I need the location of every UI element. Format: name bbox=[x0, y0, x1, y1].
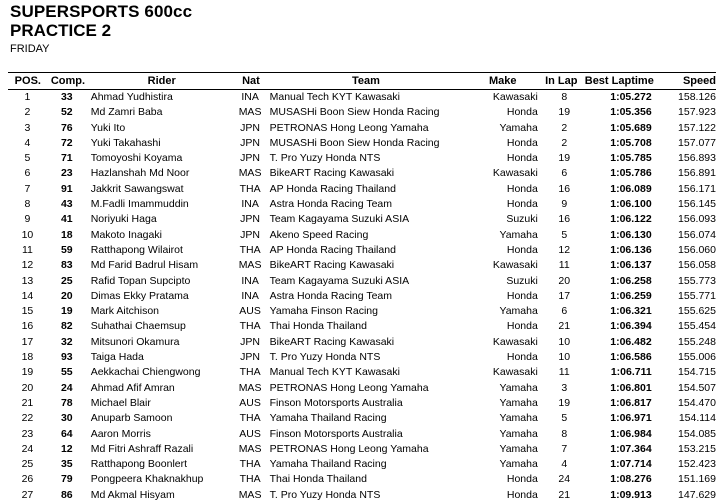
in-lap-cell: 3 bbox=[561, 381, 568, 394]
speed-cell: 151.169 bbox=[678, 473, 716, 486]
make-cell: Yamaha bbox=[499, 442, 538, 455]
make-cell: Kawasaki bbox=[492, 259, 538, 272]
team-name-cell: Thai Honda Thailand bbox=[269, 320, 367, 333]
table-row bbox=[8, 212, 716, 227]
team-name-cell: Astra Honda Racing Team bbox=[269, 198, 392, 211]
nationality-cell: THA bbox=[239, 412, 261, 425]
comp-number-cell: 19 bbox=[60, 305, 73, 318]
class-title: SUPERSPORTS 600cc bbox=[10, 2, 193, 21]
comp-number-cell: 93 bbox=[60, 351, 73, 364]
table-row bbox=[8, 228, 716, 243]
best-laptime-cell: 1:06.137 bbox=[610, 259, 652, 272]
team-name-cell: Yamaha Finson Racing bbox=[269, 305, 378, 318]
table-row bbox=[8, 350, 716, 365]
make-cell: Yamaha bbox=[499, 381, 538, 394]
comp-number-cell: 78 bbox=[60, 396, 73, 409]
pos-cell: 24 bbox=[21, 442, 34, 455]
pos-cell: 7 bbox=[24, 182, 31, 195]
comp-number-cell: 83 bbox=[60, 259, 73, 272]
make-cell: Suzuki bbox=[506, 274, 538, 287]
comp-number-cell: 25 bbox=[60, 274, 73, 287]
pos-cell: 18 bbox=[21, 351, 34, 364]
nationality-cell: THA bbox=[239, 473, 261, 486]
speed-cell: 154.114 bbox=[678, 412, 716, 425]
speed-cell: 156.171 bbox=[678, 182, 716, 195]
make-cell: Honda bbox=[506, 243, 538, 256]
make-cell: Honda bbox=[506, 473, 538, 486]
rider-name-cell: Md Akmal Hisyam bbox=[90, 488, 175, 501]
nationality-cell: THA bbox=[239, 243, 261, 256]
make-cell: Honda bbox=[506, 136, 538, 149]
make-cell: Honda bbox=[506, 488, 538, 501]
best-laptime-cell: 1:08.276 bbox=[610, 473, 652, 486]
rider-name-cell: Md Farid Badrul Hisam bbox=[90, 259, 199, 272]
comp-number-cell: 35 bbox=[60, 458, 73, 471]
table-row bbox=[8, 472, 716, 487]
speed-cell: 155.773 bbox=[678, 274, 716, 287]
team-name-cell: MUSASHi Boon Siew Honda Racing bbox=[269, 106, 440, 119]
comp-number-cell: 79 bbox=[60, 473, 73, 486]
table-row bbox=[8, 411, 716, 426]
header-speed: Speed bbox=[682, 75, 716, 87]
team-name-cell: PETRONAS Hong Leong Yamaha bbox=[269, 442, 429, 455]
best-laptime-cell: 1:06.089 bbox=[610, 182, 652, 195]
team-name-cell: BikeART Racing Kawasaki bbox=[269, 259, 395, 272]
header-comp: Comp. bbox=[50, 75, 86, 87]
table-row bbox=[8, 427, 716, 442]
best-laptime-cell: 1:05.272 bbox=[610, 91, 652, 103]
nationality-cell: JPN bbox=[240, 335, 260, 348]
team-name-cell: T. Pro Yuzy Honda NTS bbox=[269, 152, 381, 165]
table-row bbox=[8, 488, 716, 503]
nationality-cell: AUS bbox=[239, 396, 261, 409]
best-laptime-cell: 1:06.984 bbox=[610, 427, 652, 440]
team-name-cell: T. Pro Yuzy Honda NTS bbox=[269, 488, 381, 501]
speed-cell: 156.145 bbox=[678, 198, 716, 211]
best-laptime-cell: 1:07.714 bbox=[610, 458, 652, 471]
make-cell: Yamaha bbox=[499, 121, 538, 134]
table-row bbox=[8, 381, 716, 396]
header-pos: POS. bbox=[14, 75, 41, 87]
in-lap-cell: 11 bbox=[558, 366, 570, 379]
comp-number-cell: 59 bbox=[60, 243, 73, 256]
best-laptime-cell: 1:07.364 bbox=[610, 442, 652, 455]
speed-cell: 156.893 bbox=[678, 152, 716, 165]
in-lap-cell: 10 bbox=[558, 351, 571, 364]
pos-cell: 6 bbox=[24, 167, 31, 180]
nationality-cell: MAS bbox=[238, 259, 262, 272]
header-in-lap: In Lap bbox=[545, 75, 578, 87]
rider-name-cell: Tomoyoshi Koyama bbox=[90, 152, 183, 165]
team-name-cell: AP Honda Racing Thailand bbox=[269, 243, 396, 256]
speed-cell: 154.470 bbox=[678, 396, 716, 409]
make-cell: Yamaha bbox=[499, 305, 538, 318]
table-row bbox=[8, 136, 716, 151]
header-best-laptime: Best Laptime bbox=[584, 75, 654, 87]
make-cell: Yamaha bbox=[499, 228, 538, 241]
pos-cell: 12 bbox=[21, 259, 34, 272]
rider-name-cell: Taiga Hada bbox=[90, 351, 144, 364]
nationality-cell: JPN bbox=[240, 152, 260, 165]
session-title: PRACTICE 2 bbox=[10, 21, 112, 40]
pos-cell: 17 bbox=[21, 335, 34, 348]
table-row bbox=[8, 121, 716, 136]
comp-number-cell: 41 bbox=[60, 213, 73, 226]
rider-name-cell: Ratthapong Boonlert bbox=[90, 458, 188, 471]
team-name-cell: Astra Honda Racing Team bbox=[269, 289, 392, 302]
nationality-cell: AUS bbox=[239, 427, 261, 440]
results-table bbox=[8, 72, 716, 503]
rider-name-cell: Anuparb Samoon bbox=[90, 412, 173, 425]
in-lap-cell: 10 bbox=[558, 335, 571, 348]
in-lap-cell: 21 bbox=[558, 488, 571, 501]
pos-cell: 14 bbox=[21, 289, 34, 302]
best-laptime-cell: 1:06.136 bbox=[610, 243, 652, 256]
table-row bbox=[8, 182, 716, 197]
rider-name-cell: Mark Aitchison bbox=[90, 305, 159, 318]
rider-name-cell: Aaron Morris bbox=[90, 427, 151, 440]
rider-name-cell: Hazlanshah Md Noor bbox=[90, 167, 190, 180]
in-lap-cell: 16 bbox=[558, 182, 571, 195]
pos-cell: 3 bbox=[24, 121, 31, 134]
rider-name-cell: Mitsunori Okamura bbox=[90, 335, 180, 348]
rider-name-cell: Aekkachai Chiengwong bbox=[90, 366, 201, 379]
comp-number-cell: 32 bbox=[60, 335, 73, 348]
best-laptime-cell: 1:05.786 bbox=[610, 167, 652, 180]
comp-number-cell: 18 bbox=[60, 228, 73, 241]
table-row bbox=[8, 90, 716, 105]
comp-number-cell: 20 bbox=[60, 289, 73, 302]
make-cell: Honda bbox=[506, 182, 538, 195]
comp-number-cell: 52 bbox=[60, 106, 73, 119]
rider-name-cell: Md Fitri Ashraff Razali bbox=[90, 442, 194, 455]
nationality-cell: JPN bbox=[240, 351, 260, 364]
session-day: FRIDAY bbox=[10, 43, 50, 55]
header-nat: Nat bbox=[242, 75, 260, 87]
comp-number-cell: 12 bbox=[60, 442, 73, 455]
speed-cell: 147.629 bbox=[678, 488, 716, 501]
nationality-cell: THA bbox=[239, 320, 261, 333]
best-laptime-cell: 1:06.586 bbox=[610, 351, 652, 364]
team-name-cell: Manual Tech KYT Kawasaki bbox=[269, 91, 400, 103]
best-laptime-cell: 1:06.259 bbox=[610, 289, 652, 302]
in-lap-cell: 21 bbox=[558, 320, 571, 333]
table-row bbox=[8, 442, 716, 457]
rider-name-cell: Ahmad Yudhistira bbox=[90, 91, 173, 103]
table-row bbox=[8, 197, 716, 212]
pos-cell: 5 bbox=[24, 152, 31, 165]
in-lap-cell: 2 bbox=[561, 136, 568, 149]
table-row bbox=[8, 289, 716, 304]
comp-number-cell: 72 bbox=[60, 136, 73, 149]
in-lap-cell: 16 bbox=[558, 213, 571, 226]
table-row bbox=[8, 243, 716, 258]
pos-cell: 22 bbox=[21, 412, 34, 425]
table-row bbox=[8, 335, 716, 350]
make-cell: Honda bbox=[506, 198, 538, 211]
comp-number-cell: 91 bbox=[60, 182, 73, 195]
comp-number-cell: 23 bbox=[60, 167, 73, 180]
pos-cell: 11 bbox=[21, 243, 33, 256]
table-header bbox=[8, 72, 716, 90]
make-cell: Honda bbox=[506, 351, 538, 364]
speed-cell: 152.423 bbox=[678, 458, 716, 471]
pos-cell: 20 bbox=[21, 381, 34, 394]
team-name-cell: Manual Tech KYT Kawasaki bbox=[269, 366, 400, 379]
make-cell: Honda bbox=[506, 289, 538, 302]
rider-name-cell: M.Fadli Imammuddin bbox=[90, 198, 189, 211]
in-lap-cell: 5 bbox=[561, 412, 568, 425]
speed-cell: 157.122 bbox=[678, 121, 716, 134]
rider-name-cell: Ratthapong Wilairot bbox=[90, 243, 183, 256]
make-cell: Kawasaki bbox=[492, 335, 538, 348]
nationality-cell: JPN bbox=[240, 213, 260, 226]
in-lap-cell: 6 bbox=[561, 167, 568, 180]
pos-cell: 10 bbox=[21, 228, 34, 241]
in-lap-cell: 12 bbox=[558, 243, 571, 256]
speed-cell: 157.077 bbox=[678, 136, 716, 149]
speed-cell: 154.507 bbox=[678, 381, 716, 394]
nationality-cell: INA bbox=[241, 289, 259, 302]
nationality-cell: MAS bbox=[238, 167, 262, 180]
team-name-cell: Yamaha Thailand Racing bbox=[269, 412, 387, 425]
team-name-cell: AP Honda Racing Thailand bbox=[269, 182, 396, 195]
comp-number-cell: 30 bbox=[60, 412, 73, 425]
in-lap-cell: 4 bbox=[561, 458, 568, 471]
comp-number-cell: 76 bbox=[60, 121, 73, 134]
table-row bbox=[8, 166, 716, 181]
in-lap-cell: 6 bbox=[561, 305, 568, 318]
table-row bbox=[8, 274, 716, 289]
in-lap-cell: 19 bbox=[558, 152, 571, 165]
in-lap-cell: 17 bbox=[558, 289, 571, 302]
nationality-cell: THA bbox=[239, 182, 261, 195]
header-team: Team bbox=[351, 75, 380, 87]
pos-cell: 4 bbox=[24, 136, 31, 149]
make-cell: Yamaha bbox=[499, 412, 538, 425]
in-lap-cell: 5 bbox=[561, 228, 568, 241]
speed-cell: 155.625 bbox=[678, 305, 716, 318]
speed-cell: 155.454 bbox=[678, 320, 716, 333]
pos-cell: 1 bbox=[24, 91, 31, 103]
speed-cell: 153.215 bbox=[678, 442, 716, 455]
nationality-cell: JPN bbox=[240, 121, 260, 134]
make-cell: Yamaha bbox=[499, 396, 538, 409]
best-laptime-cell: 1:06.258 bbox=[610, 274, 652, 287]
in-lap-cell: 11 bbox=[558, 259, 570, 272]
speed-cell: 154.085 bbox=[678, 427, 716, 440]
rider-name-cell: Rafid Topan Supcipto bbox=[90, 274, 191, 287]
in-lap-cell: 8 bbox=[561, 427, 568, 440]
in-lap-cell: 24 bbox=[558, 473, 571, 486]
in-lap-cell: 19 bbox=[558, 106, 571, 119]
make-cell: Suzuki bbox=[506, 213, 538, 226]
team-name-cell: Finson Motorsports Australia bbox=[269, 396, 403, 409]
comp-number-cell: 55 bbox=[60, 366, 73, 379]
document-header bbox=[10, 2, 192, 56]
best-laptime-cell: 1:06.321 bbox=[610, 305, 652, 318]
header-make: Make bbox=[489, 75, 517, 87]
best-laptime-cell: 1:09.913 bbox=[610, 488, 652, 501]
pos-cell: 19 bbox=[21, 366, 34, 379]
best-laptime-cell: 1:05.356 bbox=[610, 106, 652, 119]
rider-name-cell: Michael Blair bbox=[90, 396, 151, 409]
comp-number-cell: 71 bbox=[60, 152, 73, 165]
team-name-cell: T. Pro Yuzy Honda NTS bbox=[269, 351, 381, 364]
team-name-cell: Yamaha Thailand Racing bbox=[269, 458, 387, 471]
speed-cell: 156.074 bbox=[678, 228, 716, 241]
table-row bbox=[8, 151, 716, 166]
table-row bbox=[8, 105, 716, 120]
nationality-cell: THA bbox=[239, 458, 261, 471]
best-laptime-cell: 1:06.122 bbox=[610, 213, 652, 226]
nationality-cell: THA bbox=[239, 366, 261, 379]
make-cell: Kawasaki bbox=[492, 167, 538, 180]
comp-number-cell: 43 bbox=[60, 198, 73, 211]
pos-cell: 26 bbox=[21, 473, 34, 486]
best-laptime-cell: 1:06.817 bbox=[610, 396, 652, 409]
table-row bbox=[8, 396, 716, 411]
make-cell: Kawasaki bbox=[492, 91, 538, 103]
rider-name-cell: Noriyuki Haga bbox=[90, 213, 157, 226]
best-laptime-cell: 1:05.689 bbox=[610, 121, 652, 134]
best-laptime-cell: 1:05.708 bbox=[610, 136, 652, 149]
table-body bbox=[8, 90, 716, 503]
speed-cell: 157.923 bbox=[678, 106, 716, 119]
pos-cell: 25 bbox=[21, 458, 34, 471]
comp-number-cell: 24 bbox=[60, 381, 73, 394]
nationality-cell: AUS bbox=[239, 305, 261, 318]
pos-cell: 27 bbox=[21, 488, 34, 501]
comp-number-cell: 82 bbox=[60, 320, 73, 333]
speed-cell: 156.891 bbox=[678, 167, 716, 180]
in-lap-cell: 19 bbox=[558, 396, 571, 409]
nationality-cell: MAS bbox=[238, 106, 262, 119]
pos-cell: 9 bbox=[24, 213, 31, 226]
make-cell: Kawasaki bbox=[492, 366, 538, 379]
rider-name-cell: Yuki Takahashi bbox=[90, 136, 161, 149]
rider-name-cell: Dimas Ekky Pratama bbox=[90, 289, 189, 302]
table-row bbox=[8, 304, 716, 319]
team-name-cell: BikeART Racing Kawasaki bbox=[269, 167, 395, 180]
best-laptime-cell: 1:06.130 bbox=[610, 228, 652, 241]
nationality-cell: MAS bbox=[238, 488, 262, 501]
best-laptime-cell: 1:06.482 bbox=[610, 335, 652, 348]
nationality-cell: JPN bbox=[240, 228, 260, 241]
in-lap-cell: 7 bbox=[561, 442, 568, 455]
best-laptime-cell: 1:06.971 bbox=[610, 412, 652, 425]
comp-number-cell: 33 bbox=[60, 91, 73, 103]
speed-cell: 155.771 bbox=[678, 289, 716, 302]
team-name-cell: PETRONAS Hong Leong Yamaha bbox=[269, 381, 429, 394]
comp-number-cell: 86 bbox=[60, 488, 73, 501]
best-laptime-cell: 1:05.785 bbox=[610, 152, 652, 165]
team-name-cell: PETRONAS Hong Leong Yamaha bbox=[269, 121, 429, 134]
rider-name-cell: Jakkrit Sawangswat bbox=[90, 182, 184, 195]
team-name-cell: Finson Motorsports Australia bbox=[269, 427, 403, 440]
pos-cell: 8 bbox=[24, 198, 31, 211]
rider-name-cell: Suhathai Chaemsup bbox=[90, 320, 186, 333]
table-row bbox=[8, 365, 716, 380]
team-name-cell: Team Kagayama Suzuki ASIA bbox=[269, 213, 410, 226]
table-row bbox=[8, 258, 716, 273]
team-name-cell: Team Kagayama Suzuki ASIA bbox=[269, 274, 410, 287]
speed-cell: 155.248 bbox=[678, 335, 716, 348]
team-name-cell: BikeART Racing Kawasaki bbox=[269, 335, 395, 348]
table-row bbox=[8, 457, 716, 472]
rider-name-cell: Makoto Inagaki bbox=[90, 228, 162, 241]
table-row bbox=[8, 319, 716, 334]
in-lap-cell: 8 bbox=[561, 91, 568, 103]
make-cell: Yamaha bbox=[499, 458, 538, 471]
speed-cell: 156.058 bbox=[678, 259, 716, 272]
best-laptime-cell: 1:06.711 bbox=[610, 366, 652, 379]
pos-cell: 23 bbox=[21, 427, 34, 440]
make-cell: Honda bbox=[506, 106, 538, 119]
header-rider: Rider bbox=[147, 75, 176, 87]
rider-name-cell: Md Zamri Baba bbox=[90, 106, 163, 119]
pos-cell: 21 bbox=[21, 396, 34, 409]
make-cell: Honda bbox=[506, 320, 538, 333]
best-laptime-cell: 1:06.394 bbox=[610, 320, 652, 333]
rider-name-cell: Pongpeera Khaknakhup bbox=[90, 473, 204, 486]
nationality-cell: INA bbox=[241, 198, 259, 211]
rider-name-cell: Yuki Ito bbox=[90, 121, 126, 134]
team-name-cell: MUSASHi Boon Siew Honda Racing bbox=[269, 136, 440, 149]
make-cell: Honda bbox=[506, 152, 538, 165]
best-laptime-cell: 1:06.100 bbox=[610, 198, 652, 211]
nationality-cell: JPN bbox=[240, 136, 260, 149]
team-name-cell: Thai Honda Thailand bbox=[269, 473, 367, 486]
make-cell: Yamaha bbox=[499, 427, 538, 440]
rider-name-cell: Ahmad Afif Amran bbox=[90, 381, 175, 394]
nationality-cell: INA bbox=[241, 274, 259, 287]
nationality-cell: INA bbox=[241, 91, 259, 103]
nationality-cell: MAS bbox=[238, 442, 262, 455]
nationality-cell: MAS bbox=[238, 381, 262, 394]
pos-cell: 16 bbox=[21, 320, 34, 333]
in-lap-cell: 9 bbox=[561, 198, 568, 211]
pos-cell: 15 bbox=[21, 305, 34, 318]
best-laptime-cell: 1:06.801 bbox=[610, 381, 652, 394]
team-name-cell: Akeno Speed Racing bbox=[269, 228, 369, 241]
comp-number-cell: 64 bbox=[60, 427, 73, 440]
speed-cell: 158.126 bbox=[678, 91, 716, 103]
speed-cell: 155.006 bbox=[678, 351, 716, 364]
speed-cell: 156.093 bbox=[678, 213, 716, 226]
pos-cell: 13 bbox=[21, 274, 34, 287]
in-lap-cell: 2 bbox=[561, 121, 568, 134]
speed-cell: 154.715 bbox=[678, 366, 716, 379]
pos-cell: 2 bbox=[24, 106, 31, 119]
speed-cell: 156.060 bbox=[678, 243, 716, 256]
in-lap-cell: 20 bbox=[558, 274, 571, 287]
